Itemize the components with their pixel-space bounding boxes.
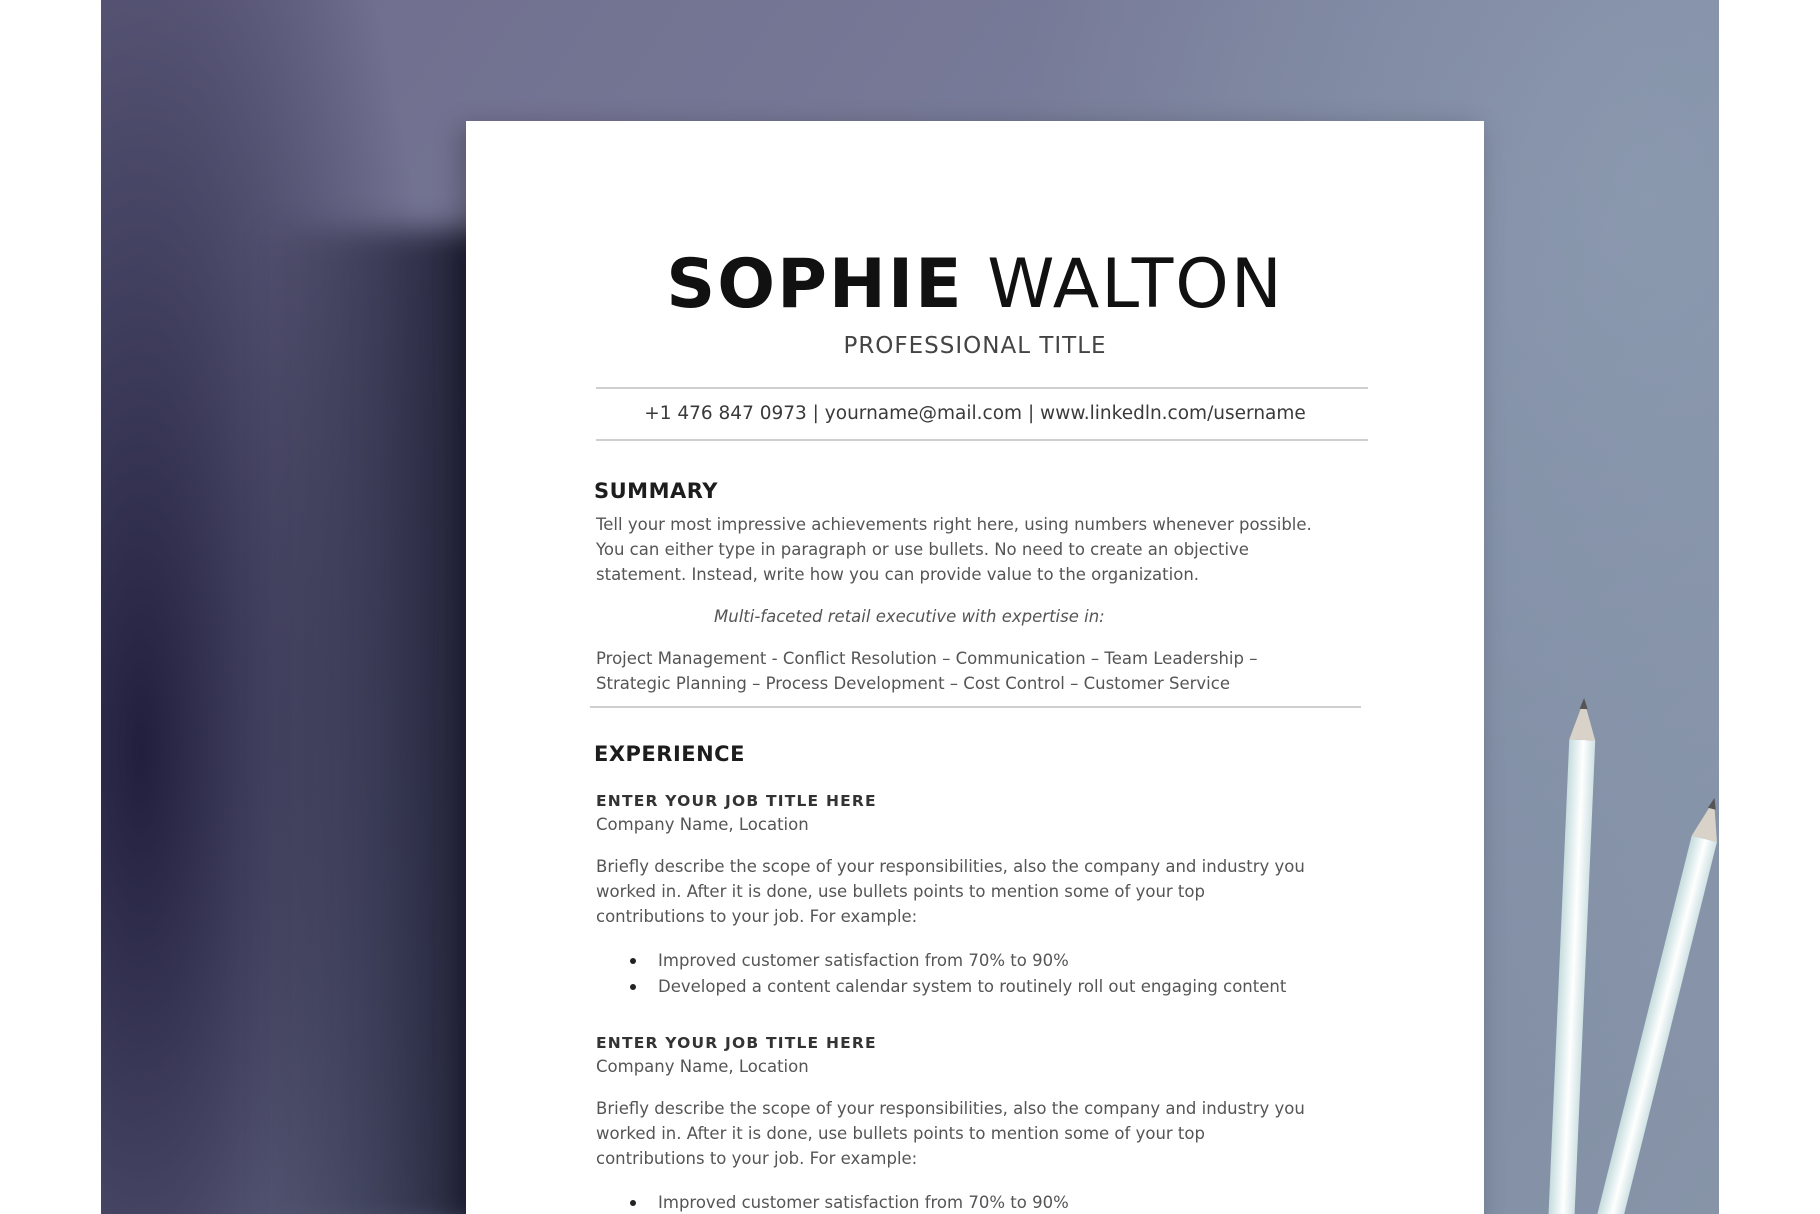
paper-shadow: [261, 230, 491, 1214]
last-name: WALTON: [987, 245, 1284, 324]
job-title: ENTER YOUR JOB TITLE HERE: [596, 792, 877, 810]
job-description-line: worked in. After it is done, use bullets points to mention some of your top: [596, 882, 1205, 901]
bullet-text: Improved customer satisfaction from 70% to 90%: [658, 951, 1069, 970]
first-name: SOPHIE: [666, 245, 964, 324]
resume-name: [466, 245, 1484, 324]
job-bullets: [596, 1190, 1069, 1214]
bullet-item: [596, 1190, 1069, 1214]
mockup-background: [101, 0, 1719, 1214]
bullet-item: [596, 948, 1286, 974]
divider: [596, 387, 1368, 389]
pencil-left: [1542, 699, 1597, 1214]
skills-line: Project Management - Conflict Resolution – Communication – Team Leadership –: [596, 649, 1258, 668]
job-description: [596, 854, 1356, 929]
divider: [596, 439, 1368, 441]
contact-line: +1 476 847 0973 | yourname@mail.com | www.linkedln.com/username: [644, 403, 1306, 424]
company-location: Company Name, Location: [596, 1057, 809, 1076]
experience-heading: EXPERIENCE: [594, 742, 745, 766]
resume-page: [466, 121, 1484, 1214]
bullet-dot-icon: [630, 1200, 636, 1206]
job-description-line: worked in. After it is done, use bullets points to mention some of your top: [596, 1124, 1205, 1143]
job-description-line: Briefly describe the scope of your responsibilities, also the company and industry you: [596, 857, 1305, 876]
company-location: Company Name, Location: [596, 815, 809, 834]
bullet-dot-icon: [630, 984, 636, 990]
job-bullets: [596, 948, 1286, 1000]
bullet-dot-icon: [630, 958, 636, 964]
summary-line: statement. Instead, write how you can provide value to the organization.: [596, 565, 1200, 584]
professional-title: PROFESSIONAL TITLE: [843, 333, 1107, 359]
expertise-intro: Multi-faceted retail executive with expertise in:: [714, 607, 1105, 626]
job-description-line: contributions to your job. For example:: [596, 1149, 918, 1168]
summary-line: Tell your most impressive achievements right here, using numbers whenever possible.: [596, 515, 1312, 534]
job-description-line: contributions to your job. For example:: [596, 907, 918, 926]
bullet-text: Improved customer satisfaction from 70% to 90%: [658, 1193, 1069, 1212]
job-description-line: Briefly describe the scope of your responsibilities, also the company and industry you: [596, 1099, 1305, 1118]
summary-paragraph: [596, 512, 1356, 587]
bullet-text: Developed a content calendar system to routinely roll out engaging content: [658, 977, 1287, 996]
summary-line: You can either type in paragraph or use bullets. No need to create an objective: [596, 540, 1249, 559]
divider: [590, 706, 1361, 708]
summary-heading: SUMMARY: [594, 479, 718, 503]
job-title: ENTER YOUR JOB TITLE HERE: [596, 1034, 877, 1052]
bullet-item: [596, 974, 1286, 1000]
job-description: [596, 1096, 1356, 1171]
skills-paragraph: [596, 646, 1356, 696]
skills-line: Strategic Planning – Process Development – Cost Control – Customer Service: [596, 674, 1230, 693]
